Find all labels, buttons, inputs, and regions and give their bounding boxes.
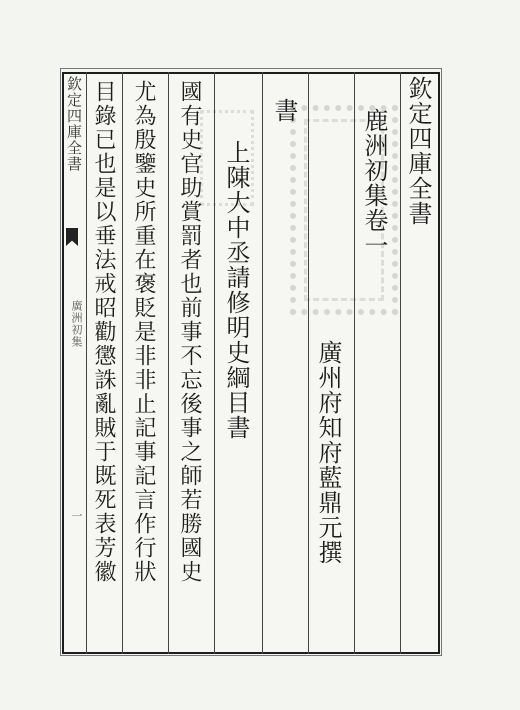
column-rule [168,72,169,654]
letter-title: 上陳大中丞請修明史綱目書 [222,140,250,440]
author-line: 廣州府知府藍鼎元撰 [314,340,342,565]
column-rule [122,72,123,654]
book-title: 鹿洲初集卷一 [360,108,388,258]
body-column-1: 國有史官助賞罰者也前事不忘後事之師若勝國史 [177,80,202,584]
column-rule [262,72,263,654]
header-title: 欽定四庫全書 [404,76,432,226]
margin-title: 欽定四庫全書 [65,76,83,172]
body-column-3: 目錄已也是以垂法戒昭勸懲誅亂賊于既死表芳徽 [91,80,116,584]
column-rule [86,72,87,654]
section-heading: 書 [270,98,298,123]
column-rule [400,72,401,654]
column-rule [214,72,215,654]
margin-page-number: 一 [70,510,83,522]
margin-book-label: 廣洲初集 [70,300,83,348]
column-rule [308,72,309,654]
column-rule [354,72,355,654]
body-column-2: 尤為殷鑒史所重在褒貶是非非止記事記言作行狀 [131,80,156,584]
